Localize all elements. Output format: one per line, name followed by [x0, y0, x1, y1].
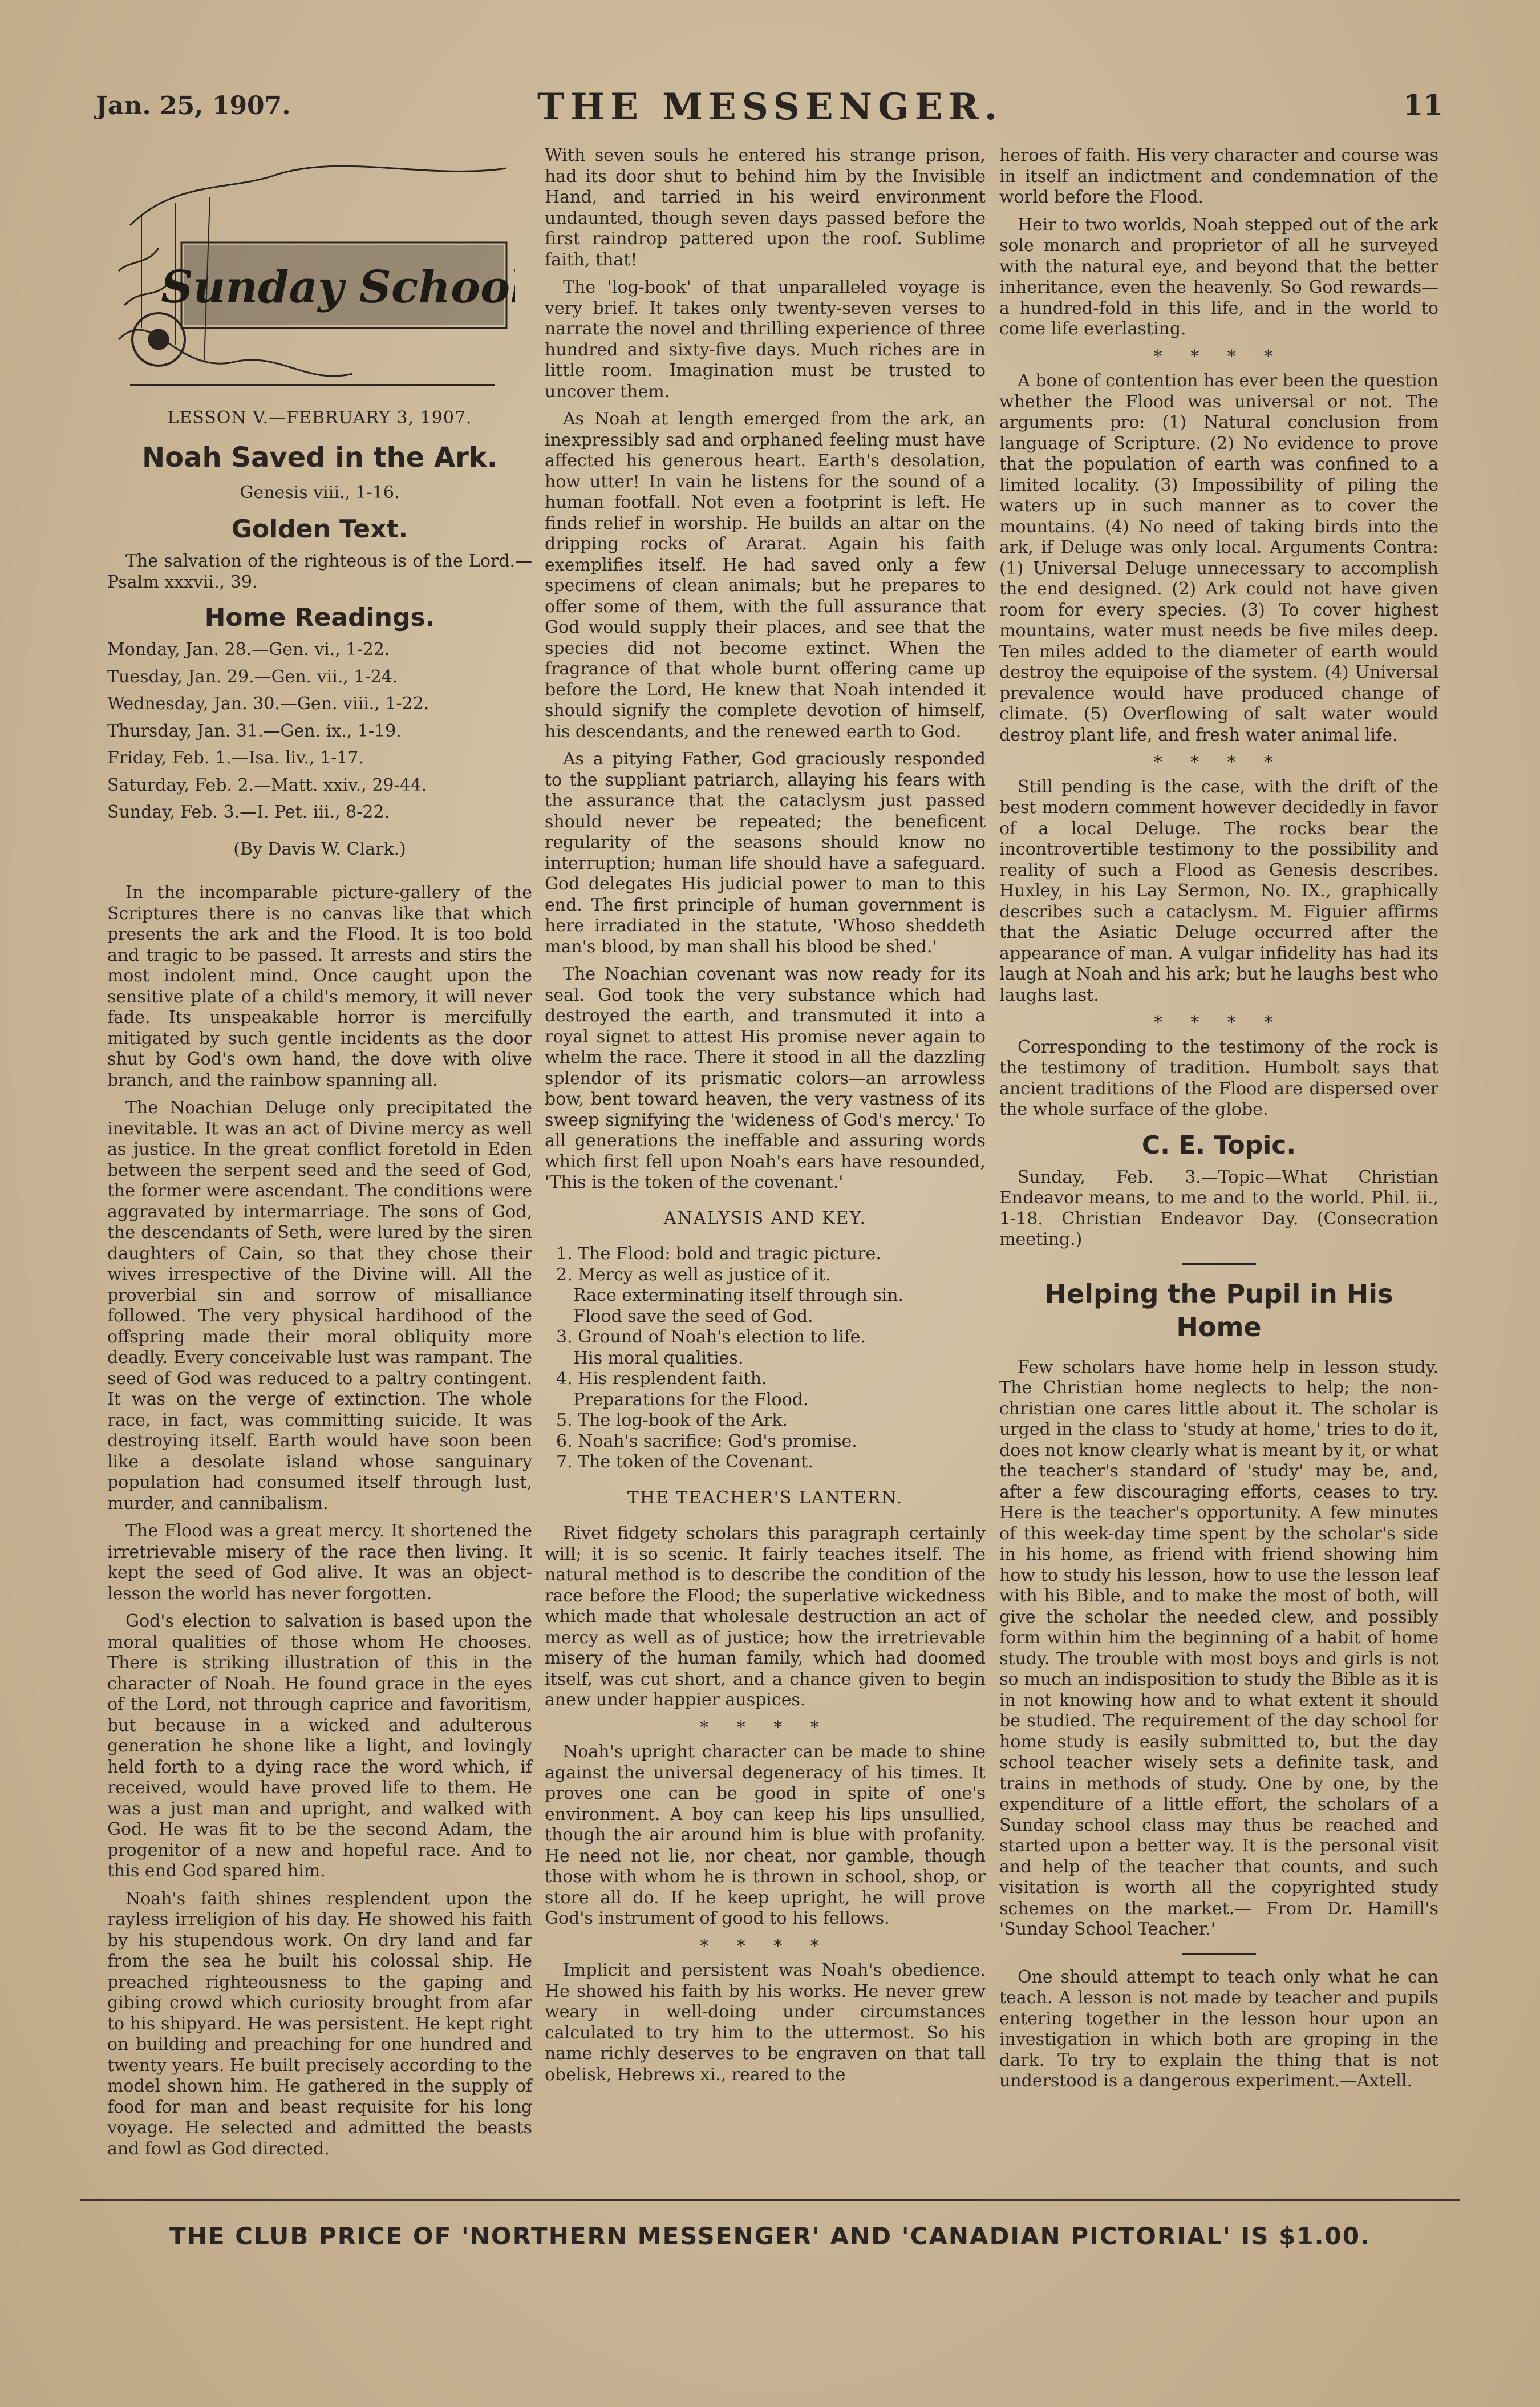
golden-text-heading: Golden Text. [231, 515, 408, 544]
lesson-title: Noah Saved in the Ark. [142, 441, 497, 474]
newspaper-title: THE MESSENGER. [537, 86, 1003, 128]
golden-text-body: The salvation of the righteous is of the Lord.—Psalm xxxvii., 39. [107, 551, 532, 592]
article-paragraph: In the incomparable picture-gallery of the Scriptures there is no canvas like that which presents the ark and the Flood. It is too bold and tragic to be passed. It arrests and stirs the most indolent mind. Once caught upon the sensitive plate of a child's memory, it will never fade. Its unspeakable horror is mercifully mitigated by such gentle incidents as the door shut by God's own hand, the dove with olive branch, and the rainbow spanning all. [107, 883, 532, 1090]
list-item: 6. Noah's sacrifice: God's promise. [556, 1431, 857, 1451]
list-item: Saturday, Feb. 2.—Matt. xxiv., 29-44. [107, 775, 427, 795]
lesson-reference: Genesis viii., 1-16. [240, 482, 400, 503]
article-paragraph: heroes of faith. His very character and course was in itself an indictment and condemnation of the world before the Flood. [999, 145, 1438, 207]
list-item: Sunday, Feb. 3.—I. Pet. iii., 8-22. [107, 802, 390, 822]
article-paragraph: A bone of contention has ever been the question whether the Flood was universal or not. The arguments pro: (1) Natural conclusion from language of Scripture. (2) No evidence to prove that the population of earth was confined to a limited locality. (3) Impossibility of piling the waters up in such manner as to cover the mountains. (4) No need of taking birds into the ark, if Deluge was only local. Arguments Contra: (1) Universal Deluge unnecessary to accomplish the end designed. (2) Ark could not have given room for every species. (3) To cover highest mountains, water must needs be five miles deep. Ten miles added to the diameter of earth would destroy the equipoise of the system. (4) Universal prevalence would have produced change of climate. (5) Overflowing of salt water would destroy plant life, and fresh water animal life. [999, 371, 1438, 745]
list-item: Monday, Jan. 28.—Gen. vi., 1-22. [107, 640, 390, 660]
list-item: 3. Ground of Noah's election to life. [556, 1327, 866, 1347]
section-divider-stars: * * * * [700, 1936, 830, 1956]
article-paragraph: Noah's upright character can be made to shine against the universal degeneracy of his times. It proves one can be good in spite of one's environment. A boy can keep his lips unsullied, though the air around him is blue with profanity. He need not lie, nor cheat, nor gamble, though those with whom he is thrown in school, shop, or store all do. If he keep upright, he will prove God's instrument of good to his fellows. [545, 1742, 986, 1928]
helping-pupil-heading: Helping the Pupil in His Home [1044, 1278, 1393, 1342]
article-paragraph: As Noah at length emerged from the ark, an inexpressibly sad and orphaned feeling must have affected his generous heart. Earth's desolation, how utter! In vain he listens for the sound of a human footfall. Not even a footprint is left. He finds relief in worship. He builds an altar on the dripping rocks of Ararat. Again his faith exemplifies itself. He had saved only a few specimens of clean animals; but he prepares to offer some of them, with the full assurance that God would supply their places, and see that the species did not become extinct. When the fragrance of that whole burnt offering came up before the Lord, He knew that Noah intended it should signify the complete devotion of himself, his descendants, and the renewed earth to God. [545, 409, 986, 742]
byline: (By Davis W. Clark.) [233, 839, 406, 859]
list-item: 1. The Flood: bold and tragic picture. [556, 1244, 881, 1264]
article-paragraph: With seven souls he entered his strange prison, had its door shut to behind him by the Invisible Hand, and tarried in his weird environment undaunted, though seven days passed before the first raindrop pattered upon the roof. Sublime faith, that! [545, 145, 986, 270]
list-item: Preparations for the Flood. [573, 1389, 809, 1410]
footer-rule [80, 2199, 1460, 2201]
article-paragraph: One should attempt to teach only what he can teach. A lesson is not made by teacher and pupils entering together in the lesson hour upon an investigation in which both are groping in the dark. To try to explain the thing that is not understood is a dangerous experiment.—Axtell. [999, 1967, 1438, 2091]
section-divider-stars: * * * * [1153, 346, 1284, 367]
list-item: 7. The token of the Covenant. [556, 1452, 813, 1472]
masthead [91, 86, 1449, 131]
column-2 [545, 145, 986, 2092]
list-item: 2. Mercy as well as justice of it. [556, 1264, 831, 1285]
article-paragraph: Implicit and persistent was Noah's obedience. He showed his faith by his works. He never grew weary in well-doing under circumstances calculated to try him to the uttermost. So his name richly deserves to be engraven on that tall obelisk, Hebrews xi., reared to the [545, 1960, 986, 2085]
page-number: 11 [1403, 88, 1443, 122]
section-divider-stars: * * * * [1153, 1013, 1284, 1033]
list-item: 5. The log-book of the Ark. [556, 1410, 788, 1430]
section-divider-rule [1182, 1263, 1256, 1265]
issue-date: Jan. 25, 1907. [96, 91, 291, 120]
teachers-lantern-heading: THE TEACHER'S LANTERN. [627, 1487, 903, 1508]
article-paragraph: God's election to salvation is based upon the moral qualities of those whom He chooses. There is striking illustration of this in the character of Noah. He found grace in the eyes of the Lord, not through caprice and favoritism, but because in a wicked and adulterous generation he shone like a light, and lovingly held forth to a dying race the word which, if received, would have proved life to them. He was a just man and upright, and walked with God. He was fit to be the second Adam, the progenitor of a new and hopeful race. And to this end God spared him. [107, 1611, 532, 1881]
club-price-notice: THE CLUB PRICE OF 'NORTHERN MESSENGER' AND 'CANADIAN PICTORIAL' IS $1.00. [169, 2222, 1371, 2250]
sunday-school-banner-illustration [107, 157, 515, 397]
list-item: Thursday, Jan. 31.—Gen. ix., 1-19. [107, 721, 402, 741]
analysis-heading: ANALYSIS AND KEY. [663, 1208, 867, 1228]
list-item: Wednesday, Jan. 30.—Gen. viii., 1-22. [107, 694, 429, 714]
article-paragraph: The Noachian covenant was now ready for its seal. God took the very substance which had destroyed the earth, and transmuted it into a royal signet to attest His promise never again to whelm the race. There it stood in all the dazzling splendor of its prismatic colors—an arrowless bow, bent toward heaven, the very vastness of its sweep signifying the 'wideness of God's mercy.' To all generations the ineffable and assuring words which first fell upon Noah's ears have resounded, 'This is the token of the covenant.' [545, 964, 986, 1192]
section-divider-stars: * * * * [700, 1717, 830, 1738]
article-paragraph: Heir to two worlds, Noah stepped out of the ark sole monarch and proprietor of all he surveyed with the natural eye, and beyond that the better inheritance, even the heavenly. So God rewards—a hundred-fold in this life, and in the world to come life everlasting. [999, 215, 1438, 339]
home-readings-list [107, 640, 532, 823]
sunday-school-banner-text: Sunday School [161, 261, 515, 313]
ce-topic-body: Sunday, Feb. 3.—Topic—What Christian Endeavor means, to me and to the world. Phil. ii., 1-18. Christian Endeavor Day. (Consecration meeting.) [999, 1167, 1438, 1249]
list-item: Flood save the seed of God. [573, 1306, 813, 1326]
article-paragraph: Still pending is the case, with the drift of the best modern comment however decidedly in favor of a local Deluge. The rocks bear the incontrovertible testimony to the possibility and reality of such a Flood as Genesis describes. Huxley, in his Lay Sermon, No. IX., graphically describes such a cataclysm. M. Figuier affirms that the Asiatic Deluge occurred after the appearance of man. A vulgar infidelity has had its laugh at Noah and his ark; but he laughs best who laughs last. [999, 776, 1438, 1005]
analysis-list [556, 1244, 986, 1473]
column-1 [107, 145, 532, 2166]
article-paragraph: The Noachian Deluge only precipitated the inevitable. It was an act of Divine mercy as well as justice. In the great conflict foretold in Eden between the serpent seed and the seed of God, the former were ascendant. The conditions were aggravated by intermarriage. The sons of God, the descendants of Seth, were lured by the siren daughters of Cain, so that they chose their wives irrespective of the Divine will. All the proverbial sin and sorrow of misalliance followed. The very physical hardihood of the offspring made their moral obliquity more deadly. Every conceivable lust was rampant. The seed of God was reduced to a paltry contingent. It was on the verge of extinction. The whole race, in fact, was committing suicide. It was destroying itself. Earth would have soon been like a desolate island whose sanguinary population had consumed itself through lust, murder, and cannibalism. [107, 1098, 532, 1514]
article-paragraph: As a pitying Father, God graciously responded to the suppliant patriarch, allaying his fears with the assurance that the cataclysm just passed should never be repeated; the beneficent regularity of the seasons should know no interruption; human life should have a safeguard. God delegates His judicial power to man to this end. The first principle of human government is here irradiated in the statute, 'Whoso sheddeth man's blood, by man shall his blood be shed.' [545, 749, 986, 957]
section-divider-rule [1182, 1953, 1256, 1955]
article-paragraph: Noah's faith shines resplendent upon the rayless irreligion of his day. He showed his faith by his stupendous work. On dry land and far from the sea he built his colossal ship. He preached righteousness to the gaping and gibing crowd which curiosity brought from afar to his shipyard. He was persistent. He kept right on building and preaching for one hundred and twenty years. He built precisely according to the model shown him. He gathered in the supply of food for man and beast requisite for his long voyage. He selected and admitted the beasts and fowl as God directed. [107, 1888, 532, 2159]
home-readings-heading: Home Readings. [204, 603, 435, 632]
article-paragraph: The Flood was a great mercy. It shortened the irretrievable misery of the race then living. It kept the seed of God alive. It was an object-lesson the world has never forgotten. [107, 1521, 532, 1604]
ce-topic-heading: C. E. Topic. [1141, 1130, 1296, 1160]
list-item: Race exterminating itself through sin. [573, 1285, 904, 1305]
list-item: Friday, Feb. 1.—Isa. liv., 1-17. [107, 748, 364, 768]
list-item: Tuesday, Jan. 29.—Gen. vii., 1-24. [107, 666, 398, 687]
article-paragraph: Few scholars have home help in lesson study. The Christian home neglects to help; the non-christian one cares little about it. The scholar is urged in the class to 'study at home,' tries to do it, does not know clearly what is meant by it, or what the teacher's standard of 'study' may be, and, after a few discouraging efforts, ceases to try. Here is the teacher's opportunity. A few minutes of this week-day time spent by the scholar's side in his home, as friend with friend showing him how to study his lesson, how to use the lesson leaf with his Bible, and to make the most of both, will give the scholar the needed clew, and possibly form within him the beginning of a habit of home study. The trouble with most boys and girls is not so much an indisposition to study the Bible as it is in not knowing how and to what extent it should be studied. The requirement of the day school for home study is easily submitted to, but the day school teacher wisely sets a definite task, and trains in methods of study. One by one, by the expenditure of a little effort, the scholars of a Sunday school class may thus be reached and started upon a better way. It is the personal visit and help of the teacher that counts, and such visitation is worth all the copyrighted study schemes on the market.— From Dr. Hamill's 'Sunday School Teacher.' [999, 1357, 1438, 1939]
list-item: His moral qualities. [573, 1348, 744, 1368]
list-item: 4. His resplendent faith. [556, 1369, 767, 1389]
lesson-label: LESSON V.—FEBRUARY 3, 1907. [167, 408, 472, 428]
article-paragraph: The 'log-book' of that unparalleled voyage is very brief. It takes only twenty-seven verses to narrate the novel and thrilling experience of three hundred and sixty-five days. Much riches are in little room. Imagination must be trusted to uncover them. [545, 277, 986, 402]
article-paragraph: Corresponding to the testimony of the rock is the testimony of tradition. Humbolt says that ancient traditions of the Flood are dispersed over the whole surface of the globe. [999, 1037, 1438, 1119]
article-paragraph: Rivet fidgety scholars this paragraph certainly will; it is so scenic. It fairly teaches itself. The natural method is to describe the condition of the race before the Flood; the superlative wickedness which made that wholesale destruction an act of mercy as well as of justice; how the irretrievable misery of the human family, which had doomed itself, was cut short, and a chance given to begin anew under happier auspices. [545, 1523, 986, 1710]
column-3 [999, 145, 1438, 2099]
section-divider-stars: * * * * [1153, 753, 1284, 772]
